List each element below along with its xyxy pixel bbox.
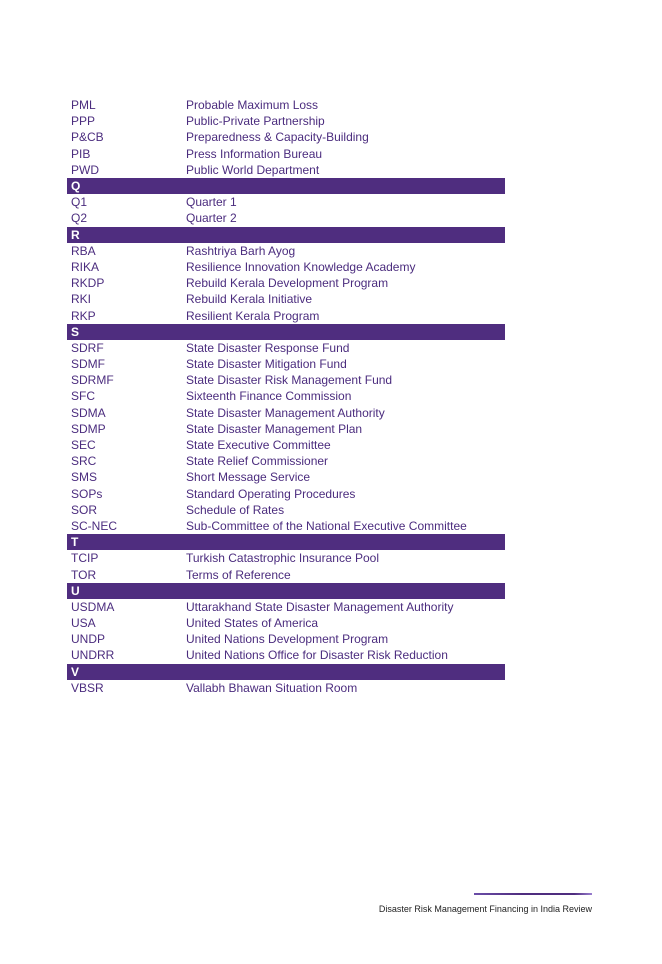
abbreviation: SRC (71, 454, 97, 469)
abbreviation: PML (71, 98, 96, 113)
section-header-s: S (67, 324, 505, 340)
abbreviation: RBA (71, 243, 96, 258)
abbreviation: USDMA (71, 599, 115, 614)
glossary-row (67, 210, 505, 226)
glossary-row (67, 356, 505, 372)
full-form: Resilience Innovation Knowledge Academy (186, 259, 416, 274)
full-form: Standard Operating Procedures (186, 486, 356, 501)
abbreviation: Q2 (71, 211, 88, 226)
full-form: Short Message Service (186, 470, 311, 485)
glossary-row (67, 437, 505, 453)
glossary-row (67, 421, 505, 437)
full-form: Rebuild Kerala Development Program (186, 276, 389, 291)
abbreviation: RKP (71, 308, 96, 323)
full-form: Uttarakhand State Disaster Management Authority (186, 599, 454, 614)
abbreviation: USA (71, 616, 96, 631)
glossary-row (67, 307, 505, 323)
glossary-row (67, 599, 505, 615)
abbreviation: SOR (71, 502, 98, 517)
footer-title: Disaster Risk Management Financing in India Review (378, 904, 592, 914)
glossary-row (67, 486, 505, 502)
glossary-row (67, 566, 505, 582)
glossary-row (67, 275, 505, 291)
footer-rule (474, 893, 592, 895)
abbreviation: RKI (71, 292, 92, 307)
glossary-row (67, 502, 505, 518)
glossary-row (67, 405, 505, 421)
glossary-row (67, 550, 505, 566)
full-form: Vallabh Bhawan Situation Room (186, 680, 358, 695)
glossary-table (67, 97, 505, 696)
abbreviation: RKDP (71, 276, 105, 291)
glossary-row (67, 97, 505, 113)
section-header-u: U (67, 583, 505, 599)
abbreviation: TOR (71, 567, 97, 582)
glossary-row (67, 162, 505, 178)
full-form: Public World Department (186, 162, 320, 177)
glossary-row (67, 291, 505, 307)
abbreviation: UNDP (71, 632, 106, 647)
abbreviation: SDRF (71, 340, 104, 355)
abbreviation: SDMA (71, 405, 106, 420)
glossary-row (67, 340, 505, 356)
abbreviation: P&CB (71, 130, 104, 145)
full-form: Preparedness & Capacity-Building (186, 130, 369, 145)
full-form: Quarter 1 (186, 195, 237, 210)
abbreviation: SFC (71, 389, 95, 404)
full-form: Probable Maximum Loss (186, 98, 319, 113)
section-header-t: T (67, 534, 505, 550)
full-form: United Nations Office for Disaster Risk Reduction (186, 648, 448, 663)
section-header-v: V (67, 664, 505, 680)
glossary-row (67, 129, 505, 145)
full-form: Sub-Committee of the National Executive Committee (186, 518, 467, 533)
glossary-row (67, 469, 505, 485)
full-form: Press Information Bureau (186, 146, 323, 161)
glossary-row (67, 680, 505, 696)
abbreviation: SMS (71, 470, 98, 485)
glossary-row (67, 615, 505, 631)
abbreviation: VBSR (71, 680, 104, 695)
glossary-row (67, 372, 505, 388)
glossary-row (67, 388, 505, 404)
glossary-row (67, 243, 505, 259)
abbreviation: Q1 (71, 195, 88, 210)
abbreviation: SDMF (71, 357, 105, 372)
glossary-row (67, 259, 505, 275)
full-form: Public-Private Partnership (186, 114, 325, 129)
full-form: United States of America (186, 616, 319, 631)
full-form: United Nations Development Program (186, 632, 389, 647)
abbreviation: SEC (71, 438, 96, 453)
full-form: State Executive Committee (186, 438, 331, 453)
full-form: Terms of Reference (186, 567, 291, 582)
glossary-row (67, 453, 505, 469)
glossary-row (67, 647, 505, 663)
full-form: State Disaster Mitigation Fund (186, 357, 347, 372)
abbreviation: PIB (71, 146, 91, 161)
abbreviation: TCIP (71, 551, 99, 566)
section-header-q: Q (67, 178, 505, 194)
abbreviation: RIKA (71, 259, 100, 274)
full-form: Rashtriya Barh Ayog (186, 243, 296, 258)
full-form: State Relief Commissioner (186, 454, 329, 469)
abbreviation: SDRMF (71, 373, 114, 388)
glossary-row (67, 631, 505, 647)
full-form: Resilient Kerala Program (186, 308, 320, 323)
full-form: State Disaster Management Plan (186, 421, 363, 436)
abbreviation: PPP (71, 114, 96, 129)
glossary-row (67, 194, 505, 210)
full-form: Schedule of Rates (186, 502, 285, 517)
full-form: Turkish Catastrophic Insurance Pool (186, 551, 379, 566)
full-form: Quarter 2 (186, 211, 237, 226)
abbreviation: PWD (71, 162, 99, 177)
abbreviation: SOPs (71, 486, 103, 501)
section-header-r: R (67, 227, 505, 243)
abbreviation: SC-NEC (71, 518, 118, 533)
full-form: State Disaster Response Fund (186, 340, 350, 355)
full-form: Rebuild Kerala Initiative (186, 292, 313, 307)
full-form: Sixteenth Finance Commission (186, 389, 352, 404)
full-form: State Disaster Risk Management Fund (186, 373, 393, 388)
abbreviation: SDMP (71, 421, 106, 436)
glossary-row (67, 146, 505, 162)
glossary-row (67, 113, 505, 129)
glossary-row (67, 518, 505, 534)
full-form: State Disaster Management Authority (186, 405, 385, 420)
abbreviation: UNDRR (71, 648, 115, 663)
